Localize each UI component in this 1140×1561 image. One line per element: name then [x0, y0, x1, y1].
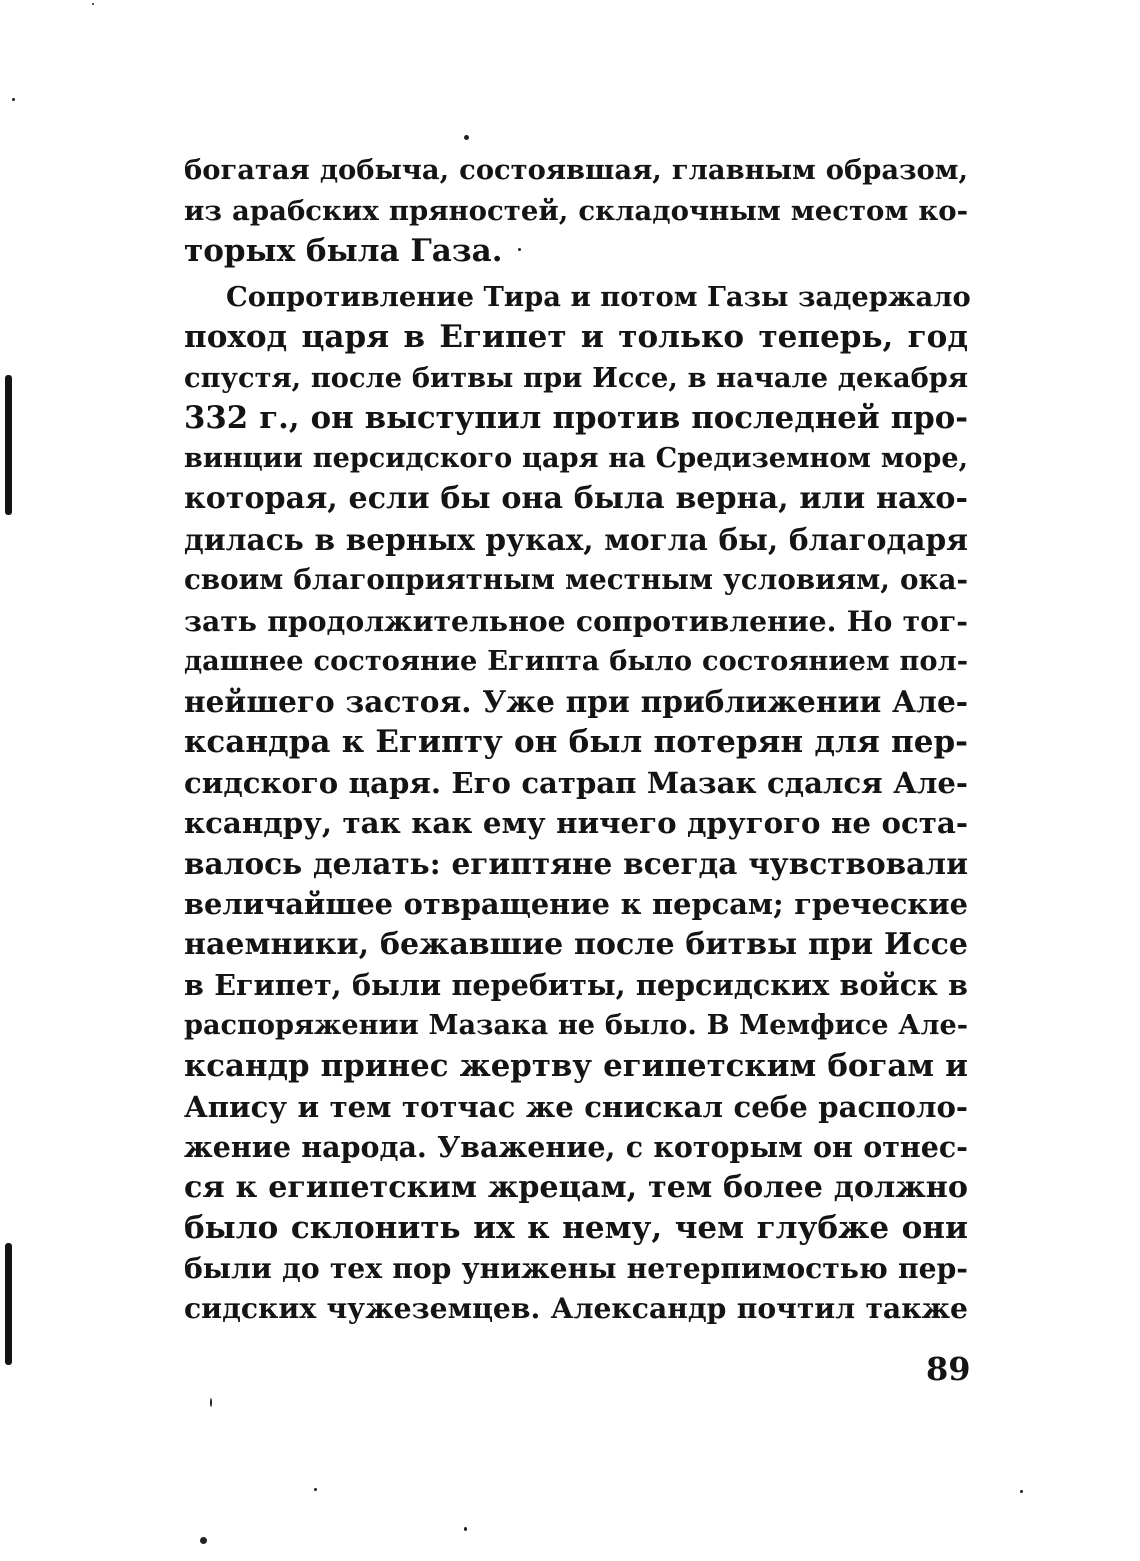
text-line: жение народа. Уважение, с которым он отнес-	[184, 1130, 968, 1164]
text-line: из арабских пряностей, складочным местом ко-	[184, 194, 968, 227]
scan-speck	[200, 1537, 207, 1544]
text-line: 332 г., он выступил против последней про-	[184, 400, 968, 436]
text-line: зать продолжительное сопротивление. Но тог-	[184, 603, 968, 638]
page-number: 89	[926, 1350, 971, 1388]
text-line: торых была Газа.	[184, 233, 503, 269]
left-margin-mark-bottom	[5, 1243, 12, 1365]
text-line: Сопротивление Тира и потом Газы задержало	[226, 280, 971, 313]
left-margin-mark-top	[5, 375, 12, 515]
text-line: ксандр принес жертву египетским богам и	[184, 1048, 968, 1084]
text-line: Апису и тем тотчас же снискал себе располо-	[184, 1089, 968, 1124]
text-line: дилась в верных руках, могла бы, благодаря	[184, 521, 968, 557]
scan-speck	[210, 1398, 212, 1407]
scan-speck	[1020, 1490, 1023, 1493]
text-line: были до тех пор унижены нетерпимостью пер-	[184, 1251, 968, 1285]
text-line: валось делать: египтяне всегда чувствовали	[184, 845, 968, 881]
text-line: было склонить их к нему, чем глубже они	[184, 1210, 968, 1246]
text-line: ксандра к Египту он был потерян для пер-	[184, 724, 968, 760]
text-line: богатая добыча, состоявшая, главным образом,	[184, 154, 968, 186]
text-line: величайшее отвращение к персам; греческие	[184, 887, 968, 921]
text-line: дашнее состояние Египта было состоянием пол-	[184, 645, 968, 677]
body-text	[184, 150, 971, 1330]
text-line: нейшего застоя. Уже при приближении Але-	[184, 683, 968, 719]
text-line: сидских чужеземцев. Александр почтил также	[184, 1292, 968, 1325]
text-line: спустя, после битвы при Иссе, в начале декабря	[184, 361, 968, 394]
text-line: ксандру, так как ему ничего другого не оста-	[184, 806, 968, 840]
scan-speck	[464, 1527, 467, 1531]
text-line: распоряжении Мазака не было. В Мемфисе Але-	[184, 1009, 968, 1041]
text-line: в Египет, были перебиты, персидских войск в	[184, 968, 968, 1002]
scan-speck	[464, 135, 469, 140]
text-line: поход царя в Египет и только теперь, год	[184, 319, 968, 355]
text-line: наемники, бежавшие после битвы при Иссе	[184, 926, 968, 962]
text-line: сидского царя. Его сатрап Мазак сдался Але-	[184, 765, 968, 800]
scan-speck	[314, 1488, 317, 1491]
scan-speck	[92, 3, 94, 5]
scan-speck	[12, 98, 15, 101]
text-line: которая, если бы она была верна, или нахо-	[184, 481, 968, 516]
text-line: своим благоприятным местным условиям, ока-	[184, 563, 968, 596]
text-line: ся к египетским жрецам, тем более должно	[184, 1169, 968, 1205]
text-line: винции персидского царя на Средиземном море,	[184, 442, 968, 474]
